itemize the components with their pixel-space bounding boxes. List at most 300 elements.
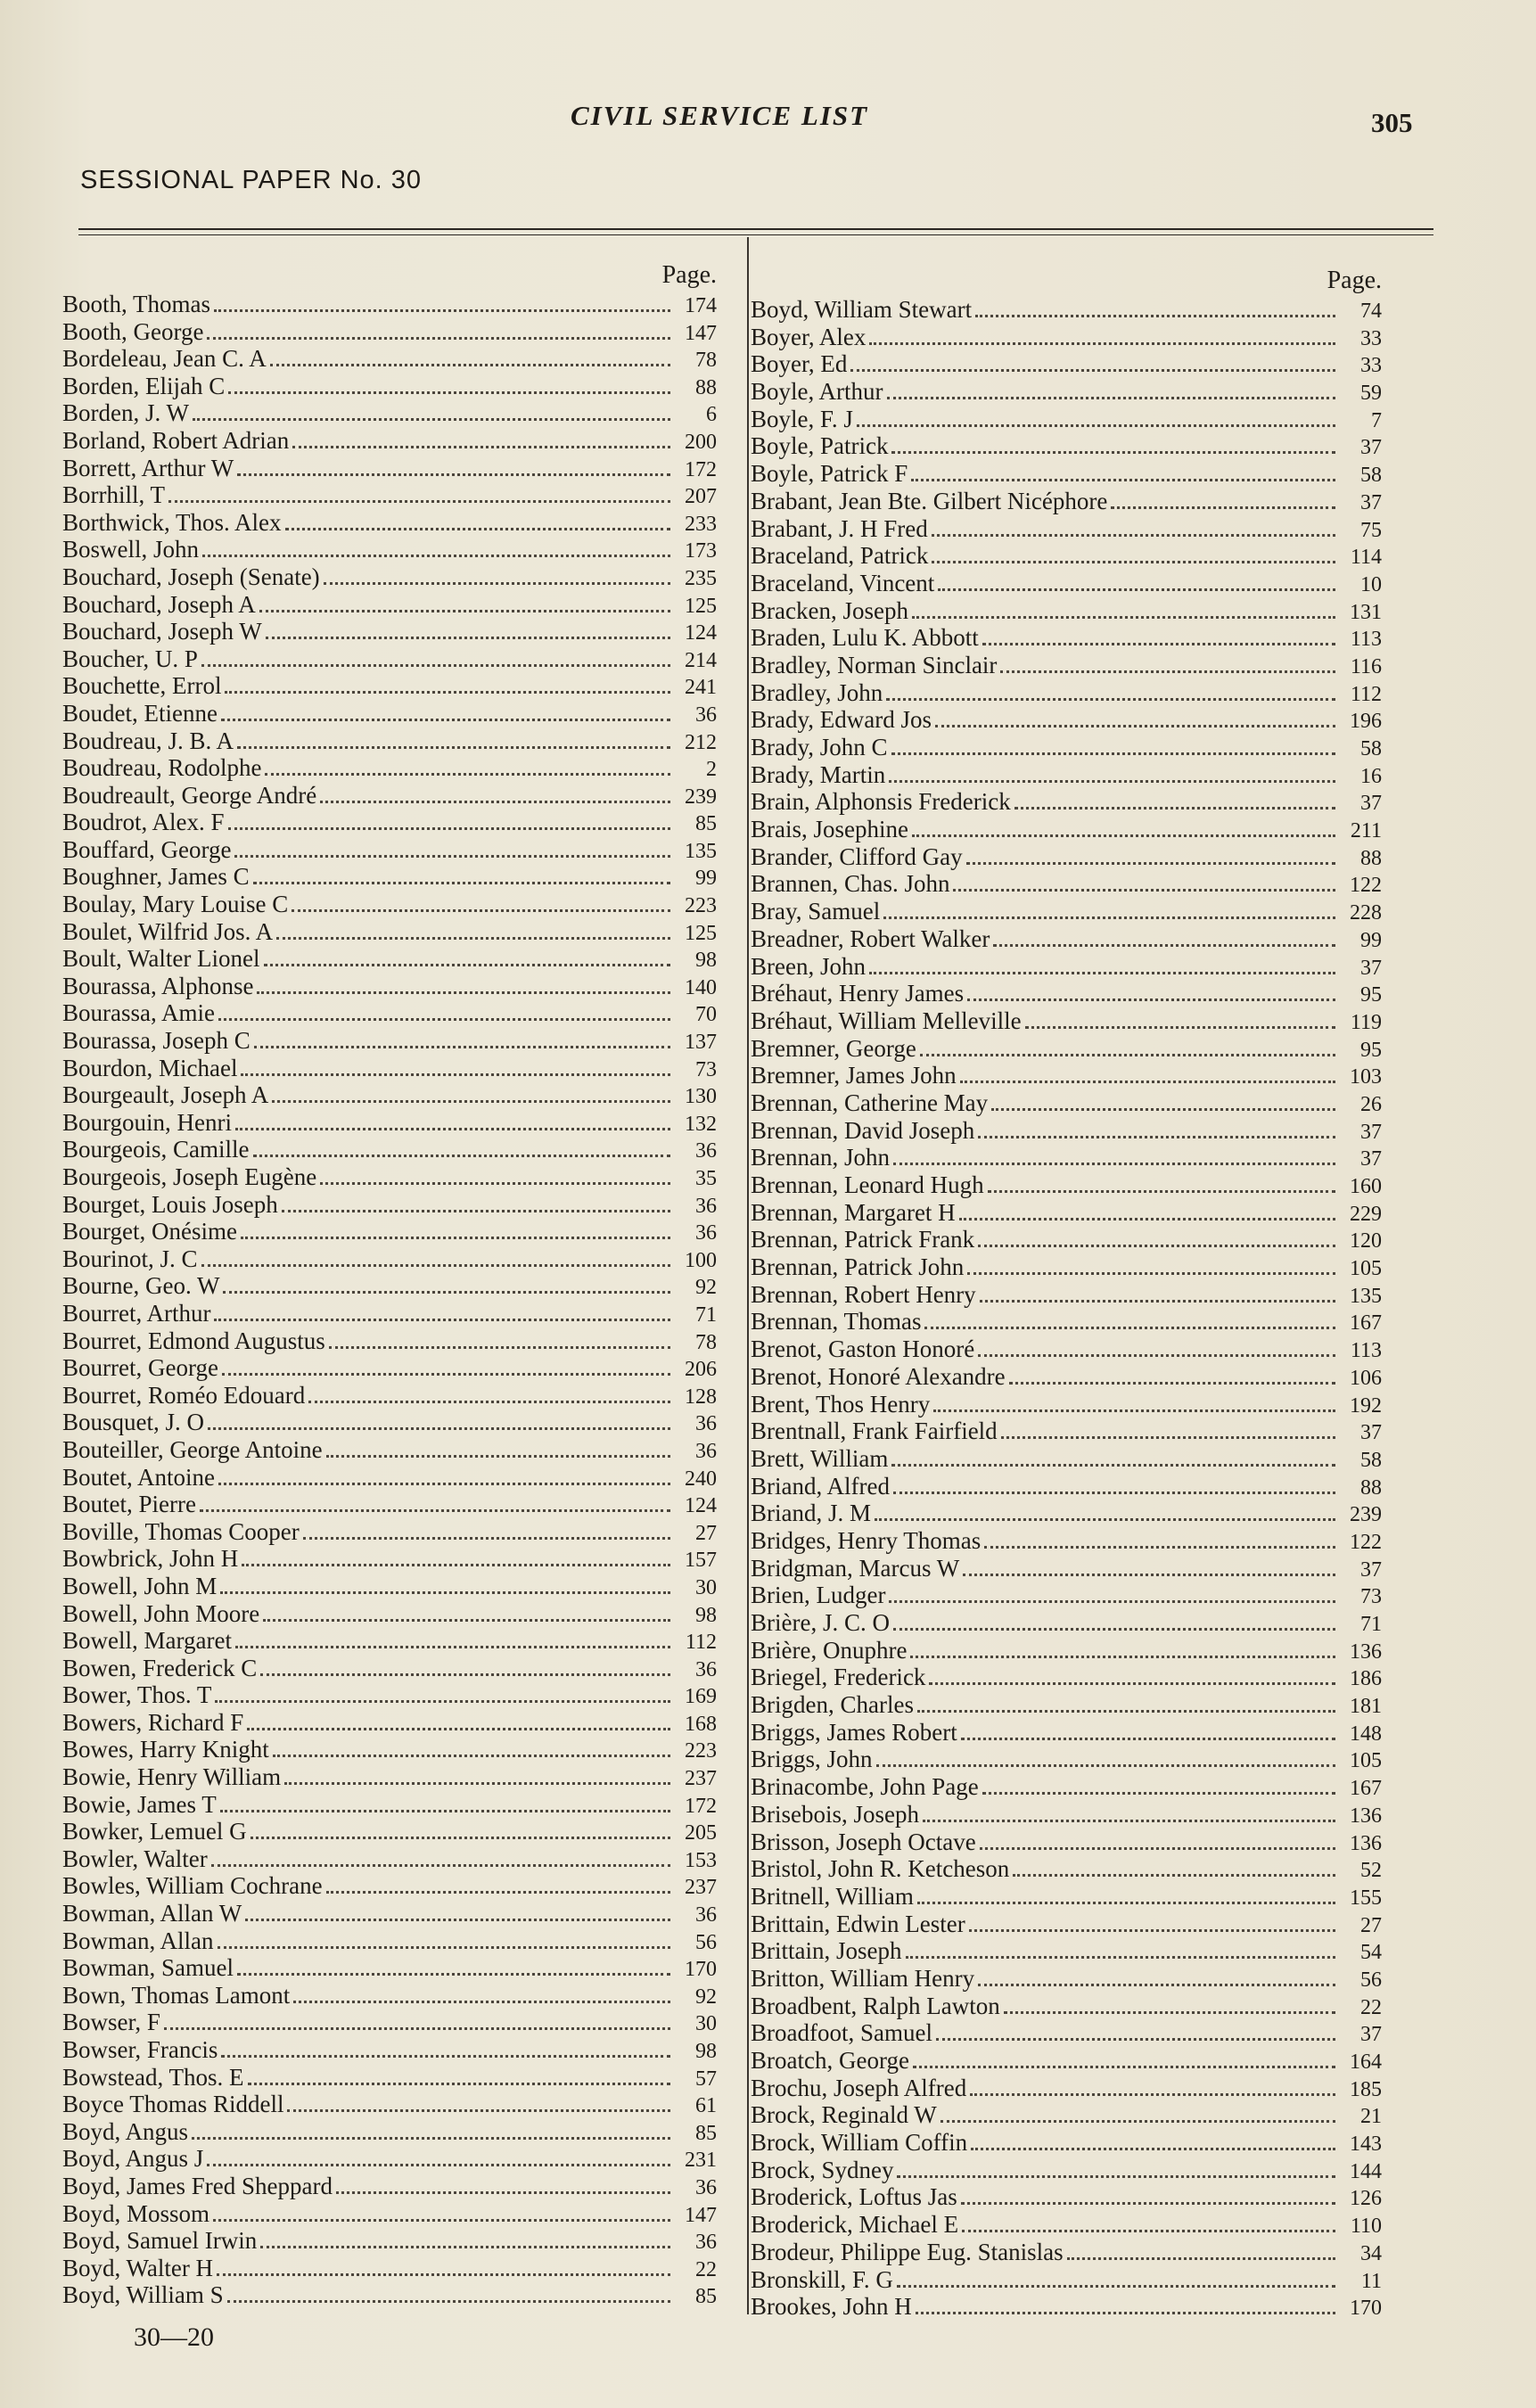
entry-name: Bréhaut, Henry James: [751, 980, 965, 1007]
list-entry: [751, 1993, 1382, 2020]
entry-name: Bowman, Allan W: [62, 1900, 242, 1927]
list-entry: [751, 570, 1382, 597]
entry-page: 99: [1360, 928, 1382, 952]
list-entry: [62, 645, 717, 673]
entry-page: 113: [1350, 628, 1382, 652]
entry-page: 78: [695, 349, 717, 373]
entry-page: 124: [685, 1494, 717, 1518]
entry-name: Boudrot, Alex. F: [62, 809, 225, 836]
entry-name: Boughner, James C: [62, 863, 250, 891]
entry-name: Brady, Edward Jos: [751, 706, 932, 734]
dot-leader: [270, 357, 670, 366]
list-entry: [751, 1089, 1382, 1117]
entry-name: Bouchard, Joseph A: [62, 590, 256, 618]
entry-page: 122: [1350, 1530, 1382, 1554]
entry-page: 155: [1350, 1886, 1382, 1910]
list-entry: [751, 980, 1382, 1007]
dot-leader: [893, 1155, 1335, 1165]
entry-name: Brennan, Catherine May: [751, 1089, 989, 1116]
entry-name: Broatch, George: [751, 2047, 909, 2074]
entry-page: 30: [695, 1575, 717, 1599]
dot-leader: [253, 1147, 671, 1157]
list-entry: [751, 1883, 1382, 1911]
entry-page: 88: [1360, 846, 1382, 870]
entry-page: 237: [685, 1876, 717, 1900]
entry-page: 116: [1350, 654, 1382, 678]
entry-page: 57: [695, 2067, 717, 2091]
dot-leader: [214, 1311, 670, 1321]
entry-name: Brennan, Leonard Hugh: [751, 1171, 984, 1198]
list-entry: [62, 727, 717, 755]
dot-leader: [241, 1066, 670, 1076]
entry-page: 30: [695, 2012, 717, 2036]
entry-name: Bowbrick, John H: [62, 1545, 239, 1573]
dot-leader: [292, 439, 670, 448]
entry-page: 112: [685, 1631, 717, 1655]
entry-page: 164: [1350, 2050, 1382, 2074]
dot-leader: [168, 493, 670, 503]
list-entry: [751, 1226, 1382, 1253]
entry-page: 26: [1360, 1092, 1382, 1116]
dot-leader: [969, 1921, 1335, 1931]
dot-leader: [217, 2266, 670, 2276]
dot-leader: [984, 1539, 1335, 1549]
list-entry: [62, 481, 717, 509]
entry-name: Bowles, William Cochrane: [62, 1872, 323, 1900]
entry-name: Boulay, Mary Louise C: [62, 891, 289, 918]
entry-name: Brock, Reginald W: [751, 2101, 937, 2129]
entry-name: Bouchard, Joseph W: [62, 618, 262, 645]
entry-name: Brady, Martin: [751, 760, 886, 788]
entry-page: 137: [685, 1031, 717, 1055]
entry-name: Brannen, Chas. John: [751, 870, 950, 898]
entry-page: 196: [1350, 710, 1382, 734]
dot-leader: [207, 330, 670, 340]
list-entry: [751, 679, 1382, 707]
list-entry: [751, 734, 1382, 761]
entry-page: 37: [1360, 1421, 1382, 1445]
entry-page: 98: [695, 1603, 717, 1627]
entry-page: 167: [1350, 1777, 1382, 1801]
dot-leader: [225, 684, 670, 694]
entry-name: Brent, Thos Henry: [751, 1390, 931, 1418]
entry-page: 56: [695, 1930, 717, 1954]
entry-page: 174: [685, 294, 717, 317]
dot-leader: [913, 2059, 1335, 2068]
list-entry: [62, 918, 717, 946]
dot-leader: [912, 827, 1335, 837]
list-entry: [62, 2118, 717, 2146]
dot-leader: [253, 875, 670, 884]
entry-name: Brinacombe, John Page: [751, 1773, 979, 1801]
entry-page: 99: [695, 867, 717, 891]
dot-leader: [891, 745, 1336, 755]
entry-page: 147: [685, 321, 717, 345]
entry-name: Brais, Josephine: [751, 816, 908, 843]
list-entry: [62, 700, 717, 727]
list-entry: [751, 2129, 1382, 2157]
entry-page: 168: [685, 1712, 717, 1736]
list-entry: [751, 761, 1382, 789]
list-entry: [751, 624, 1382, 652]
entry-name: Boyle, F. J: [751, 405, 853, 432]
dot-leader: [235, 1639, 670, 1648]
list-entry: [751, 324, 1382, 351]
dot-leader: [193, 411, 670, 421]
list-entry: [751, 1473, 1382, 1500]
dot-leader: [251, 1829, 670, 1839]
dot-leader: [259, 602, 670, 612]
entry-page: 110: [1350, 2215, 1382, 2239]
entry-name: Bowen, Frederick C: [62, 1654, 258, 1681]
entry-name: Brennan, Robert Henry: [751, 1280, 976, 1308]
dot-leader: [982, 636, 1335, 645]
entry-name: Bourdon, Michael: [62, 1054, 238, 1081]
entry-page: 229: [1350, 1202, 1382, 1226]
dot-leader: [248, 2075, 671, 2085]
dot-leader: [329, 1338, 670, 1348]
entry-page: 223: [685, 1739, 717, 1763]
entry-name: Bourret, Roméo Edouard: [62, 1381, 306, 1409]
entry-page: 125: [685, 594, 717, 618]
entry-page: 61: [695, 2094, 717, 2118]
entry-page: 235: [685, 566, 717, 590]
list-entry: [751, 1335, 1382, 1363]
dot-leader: [234, 848, 670, 858]
entry-name: Boswell, John: [62, 536, 200, 563]
list-entry: [62, 754, 717, 782]
entry-page: 103: [1350, 1065, 1382, 1089]
dot-leader: [889, 1593, 1335, 1603]
entry-name: Broadfoot, Samuel: [751, 2019, 932, 2047]
entry-page: 78: [695, 1330, 717, 1354]
list-entry: [751, 2101, 1382, 2129]
entry-page: 135: [685, 839, 717, 863]
list-entry: [751, 296, 1382, 324]
entry-name: Brodeur, Philippe Eug. Stanislas: [751, 2238, 1064, 2265]
dot-leader: [247, 1721, 670, 1730]
list-entry: [62, 591, 717, 619]
list-entry: [751, 432, 1382, 460]
list-entry: [751, 1829, 1382, 1856]
entry-name: Bronskill, F. G: [751, 2265, 893, 2293]
entry-name: Boyer, Ed: [751, 350, 848, 378]
list-entry: [62, 563, 717, 591]
entry-name: Boyce Thomas Riddell: [62, 2091, 284, 2118]
entry-name: Bourassa, Joseph C: [62, 1027, 251, 1055]
entry-page: 73: [695, 1057, 717, 1081]
list-entry: [751, 870, 1382, 898]
entry-page: 172: [685, 1794, 717, 1818]
entry-page: 54: [1360, 1941, 1382, 1965]
dot-leader: [1025, 1019, 1335, 1029]
list-entry: [62, 1927, 717, 1955]
dot-leader: [207, 2157, 670, 2166]
entry-page: 130: [685, 1085, 717, 1109]
dot-leader: [1014, 800, 1335, 810]
entry-name: Broderick, Loftus Jas: [751, 2183, 957, 2211]
dot-leader: [920, 1046, 1335, 1056]
entry-name: Bowell, John M: [62, 1572, 218, 1599]
entry-name: Booth, Thomas: [62, 291, 211, 317]
entry-page: 36: [695, 2175, 717, 2199]
dot-leader: [912, 608, 1335, 618]
entry-name: Bouteiller, George Antoine: [62, 1435, 323, 1463]
list-entry: [62, 1763, 717, 1791]
list-entry: [62, 1464, 717, 1492]
dot-leader: [220, 1584, 670, 1594]
list-entry: [62, 2255, 717, 2282]
entry-page: 34: [1360, 2241, 1382, 2265]
list-entry: [751, 1308, 1382, 1335]
entry-page: 157: [685, 1549, 717, 1573]
dot-leader: [887, 390, 1336, 399]
entry-name: Bouffard, George: [62, 835, 232, 863]
list-entry: [751, 1637, 1382, 1664]
list-entry: [751, 1253, 1382, 1281]
list-entry: [751, 1555, 1382, 1582]
list-entry: [751, 1418, 1382, 1445]
entry-name: Bourret, Arthur: [62, 1299, 211, 1327]
dot-leader: [906, 1949, 1336, 1959]
dot-leader: [303, 1530, 670, 1540]
entry-name: Braden, Lulu K. Abbott: [751, 624, 979, 652]
entry-name: Bradley, Norman Sinclair: [751, 651, 998, 678]
list-entry: [62, 1436, 717, 1464]
entry-page: 37: [1360, 792, 1382, 816]
dot-leader: [978, 1347, 1335, 1357]
entry-page: 228: [1350, 901, 1382, 925]
dot-leader: [938, 581, 1335, 591]
list-entry: [751, 1500, 1382, 1527]
dot-leader: [970, 2086, 1335, 2096]
dot-leader: [975, 308, 1335, 317]
entry-page: 95: [1360, 983, 1382, 1007]
list-entry: [751, 1582, 1382, 1609]
dot-leader: [265, 766, 670, 776]
dot-leader: [201, 1257, 670, 1267]
entry-page: 205: [685, 1821, 717, 1845]
entry-page: 22: [1360, 1995, 1382, 2019]
entry-page: 58: [1360, 737, 1382, 760]
list-entry: [62, 1545, 717, 1573]
list-entry: [62, 1681, 717, 1709]
entry-name: Brien, Ludger: [751, 1582, 886, 1609]
dot-leader: [959, 1211, 1335, 1220]
list-entry: [62, 1709, 717, 1737]
list-entry: [62, 1954, 717, 1982]
dot-leader: [1001, 1429, 1335, 1439]
entry-page: 33: [1360, 354, 1382, 378]
entry-page: 10: [1360, 572, 1382, 596]
list-entry: [62, 2009, 717, 2036]
entry-page: 192: [1350, 1393, 1382, 1418]
dot-leader: [961, 2195, 1335, 2205]
entry-name: Bowker, Lemuel G: [62, 1818, 247, 1845]
dot-leader: [218, 1475, 670, 1484]
entry-name: Broadbent, Ralph Lawton: [751, 1992, 1000, 2019]
list-entry: [62, 1900, 717, 1927]
entry-page: 37: [1360, 2023, 1382, 2047]
entry-name: Boudreau, J. B. A: [62, 727, 234, 754]
entry-name: Bradley, John: [751, 678, 883, 706]
dot-leader: [227, 2293, 670, 2303]
dot-leader: [200, 1502, 670, 1512]
list-entry: [751, 1855, 1382, 1883]
list-entry: [62, 618, 717, 645]
entry-name: Breen, John: [751, 952, 866, 980]
dot-leader: [273, 1747, 670, 1757]
list-entry: [751, 406, 1382, 433]
dot-leader: [308, 1393, 670, 1403]
dot-leader: [228, 820, 670, 830]
entry-page: 36: [695, 1194, 717, 1218]
entry-name: Bowes, Harry Knight: [62, 1736, 269, 1763]
list-entry: [62, 1272, 717, 1300]
entry-page: 112: [1350, 682, 1382, 706]
entry-page: 185: [1350, 2077, 1382, 2101]
entry-name: Boulet, Wilfrid Jos. A: [62, 917, 274, 945]
entry-name: Boutet, Pierre: [62, 1491, 196, 1518]
entry-page: 172: [685, 457, 717, 481]
entry-page: 36: [695, 2231, 717, 2255]
entry-name: Bourgouin, Henri: [62, 1108, 232, 1136]
entry-name: Bowell, John Moore: [62, 1599, 260, 1627]
list-entry: [62, 891, 717, 918]
dot-leader: [982, 1785, 1335, 1795]
list-entry: [751, 953, 1382, 981]
list-entry: [62, 2091, 717, 2118]
entry-page: 36: [695, 1657, 717, 1681]
list-entry: [62, 345, 717, 373]
entry-page: 131: [1350, 600, 1382, 624]
list-entry: [62, 1872, 717, 1900]
dot-leader: [929, 1675, 1335, 1685]
dot-leader: [1009, 1375, 1335, 1385]
entry-name: Bowser, F: [62, 2009, 160, 2036]
entry-page: 73: [1360, 1585, 1382, 1609]
entry-name: Boyle, Arthur: [751, 378, 883, 406]
dot-leader: [320, 793, 670, 803]
entry-page: 95: [1360, 1038, 1382, 1062]
list-entry: [62, 1191, 717, 1219]
entry-name: Borland, Robert Adrian: [62, 426, 290, 454]
list-entry: [751, 1199, 1382, 1227]
dot-leader: [220, 1803, 670, 1812]
left-column: [62, 260, 717, 2309]
page-column-heading: Page.: [661, 261, 717, 289]
list-entry: [62, 1300, 717, 1327]
entry-name: Bourne, Geo. W: [62, 1272, 220, 1300]
list-entry: [62, 836, 717, 864]
entry-name: Brenot, Gaston Honoré: [751, 1335, 975, 1363]
list-entry: [751, 816, 1382, 843]
dot-leader: [993, 937, 1335, 947]
entry-name: Bousquet, J. O: [62, 1409, 205, 1436]
entry-name: Brock, William Coffin: [751, 2129, 968, 2157]
entry-page: 27: [1360, 1913, 1382, 1937]
entry-page: 35: [695, 1167, 717, 1190]
entry-page: 100: [685, 1248, 717, 1272]
list-entry: [62, 509, 717, 537]
entry-name: Brett, William: [751, 1444, 889, 1472]
entry-name: Boucher, U. P: [62, 645, 198, 672]
entry-name: Bremner, George: [751, 1034, 916, 1062]
entry-page: 98: [695, 2040, 717, 2063]
entry-page: 186: [1350, 1667, 1382, 1691]
entry-name: Brain, Alphonsis Frederick: [751, 788, 1011, 816]
entry-name: Broderick, Michael E: [751, 2211, 959, 2239]
entry-page: 6: [706, 403, 717, 427]
list-entry: [62, 945, 717, 973]
dot-leader: [202, 547, 670, 557]
entry-name: Brennan, David Joseph: [751, 1116, 975, 1144]
list-entry: [751, 1719, 1382, 1746]
dot-leader: [264, 957, 670, 966]
entry-name: Brittain, Edwin Lester: [751, 1910, 965, 1937]
list-entry: [751, 1035, 1382, 1063]
entry-page: 114: [1350, 546, 1382, 570]
list-entry: [62, 2145, 717, 2173]
entry-page: 170: [685, 1958, 717, 1982]
dot-leader: [988, 1183, 1335, 1193]
dot-leader: [324, 575, 670, 585]
list-entry: [62, 1655, 717, 1682]
entry-name: Braceland, Patrick: [751, 542, 929, 570]
dot-leader: [254, 1039, 670, 1048]
dot-leader: [1111, 499, 1335, 509]
list-entry: [751, 1007, 1382, 1035]
right-entry-list: [751, 296, 1382, 2321]
list-entry: [751, 1144, 1382, 1171]
entry-page: 37: [1360, 956, 1382, 980]
entry-name: Boutet, Antoine: [62, 1463, 215, 1491]
right-column: [751, 266, 1382, 2321]
dot-leader: [978, 1129, 1335, 1138]
list-entry: [751, 378, 1382, 406]
entry-name: Boyd, Angus: [62, 2117, 189, 2145]
entry-name: Brock, Sydney: [751, 2156, 894, 2183]
list-entry: [751, 2211, 1382, 2239]
entry-name: Bristol, John R. Ketcheson: [751, 1855, 1010, 1883]
column-divider: [747, 237, 749, 2314]
list-entry: [751, 652, 1382, 679]
dot-leader: [1067, 2250, 1335, 2260]
dot-leader: [292, 902, 670, 912]
list-entry: [751, 2047, 1382, 2075]
dot-leader: [241, 1229, 670, 1239]
entry-page: 37: [1360, 436, 1382, 460]
entry-name: Bordeleau, Jean C. A: [62, 345, 267, 373]
dot-leader: [1013, 1867, 1335, 1877]
entry-page: 33: [1360, 326, 1382, 350]
entry-page: 37: [1360, 490, 1382, 514]
list-entry: [751, 2293, 1382, 2321]
entry-name: Bréhaut, William Melleville: [751, 1007, 1022, 1034]
entry-name: Borthwick, Thos. Alex: [62, 508, 282, 536]
entry-name: Boyle, Patrick: [751, 432, 889, 460]
entry-page: 85: [695, 812, 717, 836]
list-entry: [751, 515, 1382, 543]
list-entry: [62, 2173, 717, 2200]
dot-leader: [883, 909, 1335, 919]
entry-page: 36: [695, 703, 717, 727]
entry-name: Borden, Elijah C: [62, 372, 226, 399]
list-entry: [751, 843, 1382, 871]
dot-leader: [916, 2305, 1335, 2314]
entry-page: 160: [1350, 1175, 1382, 1198]
list-entry: [751, 1773, 1382, 1801]
